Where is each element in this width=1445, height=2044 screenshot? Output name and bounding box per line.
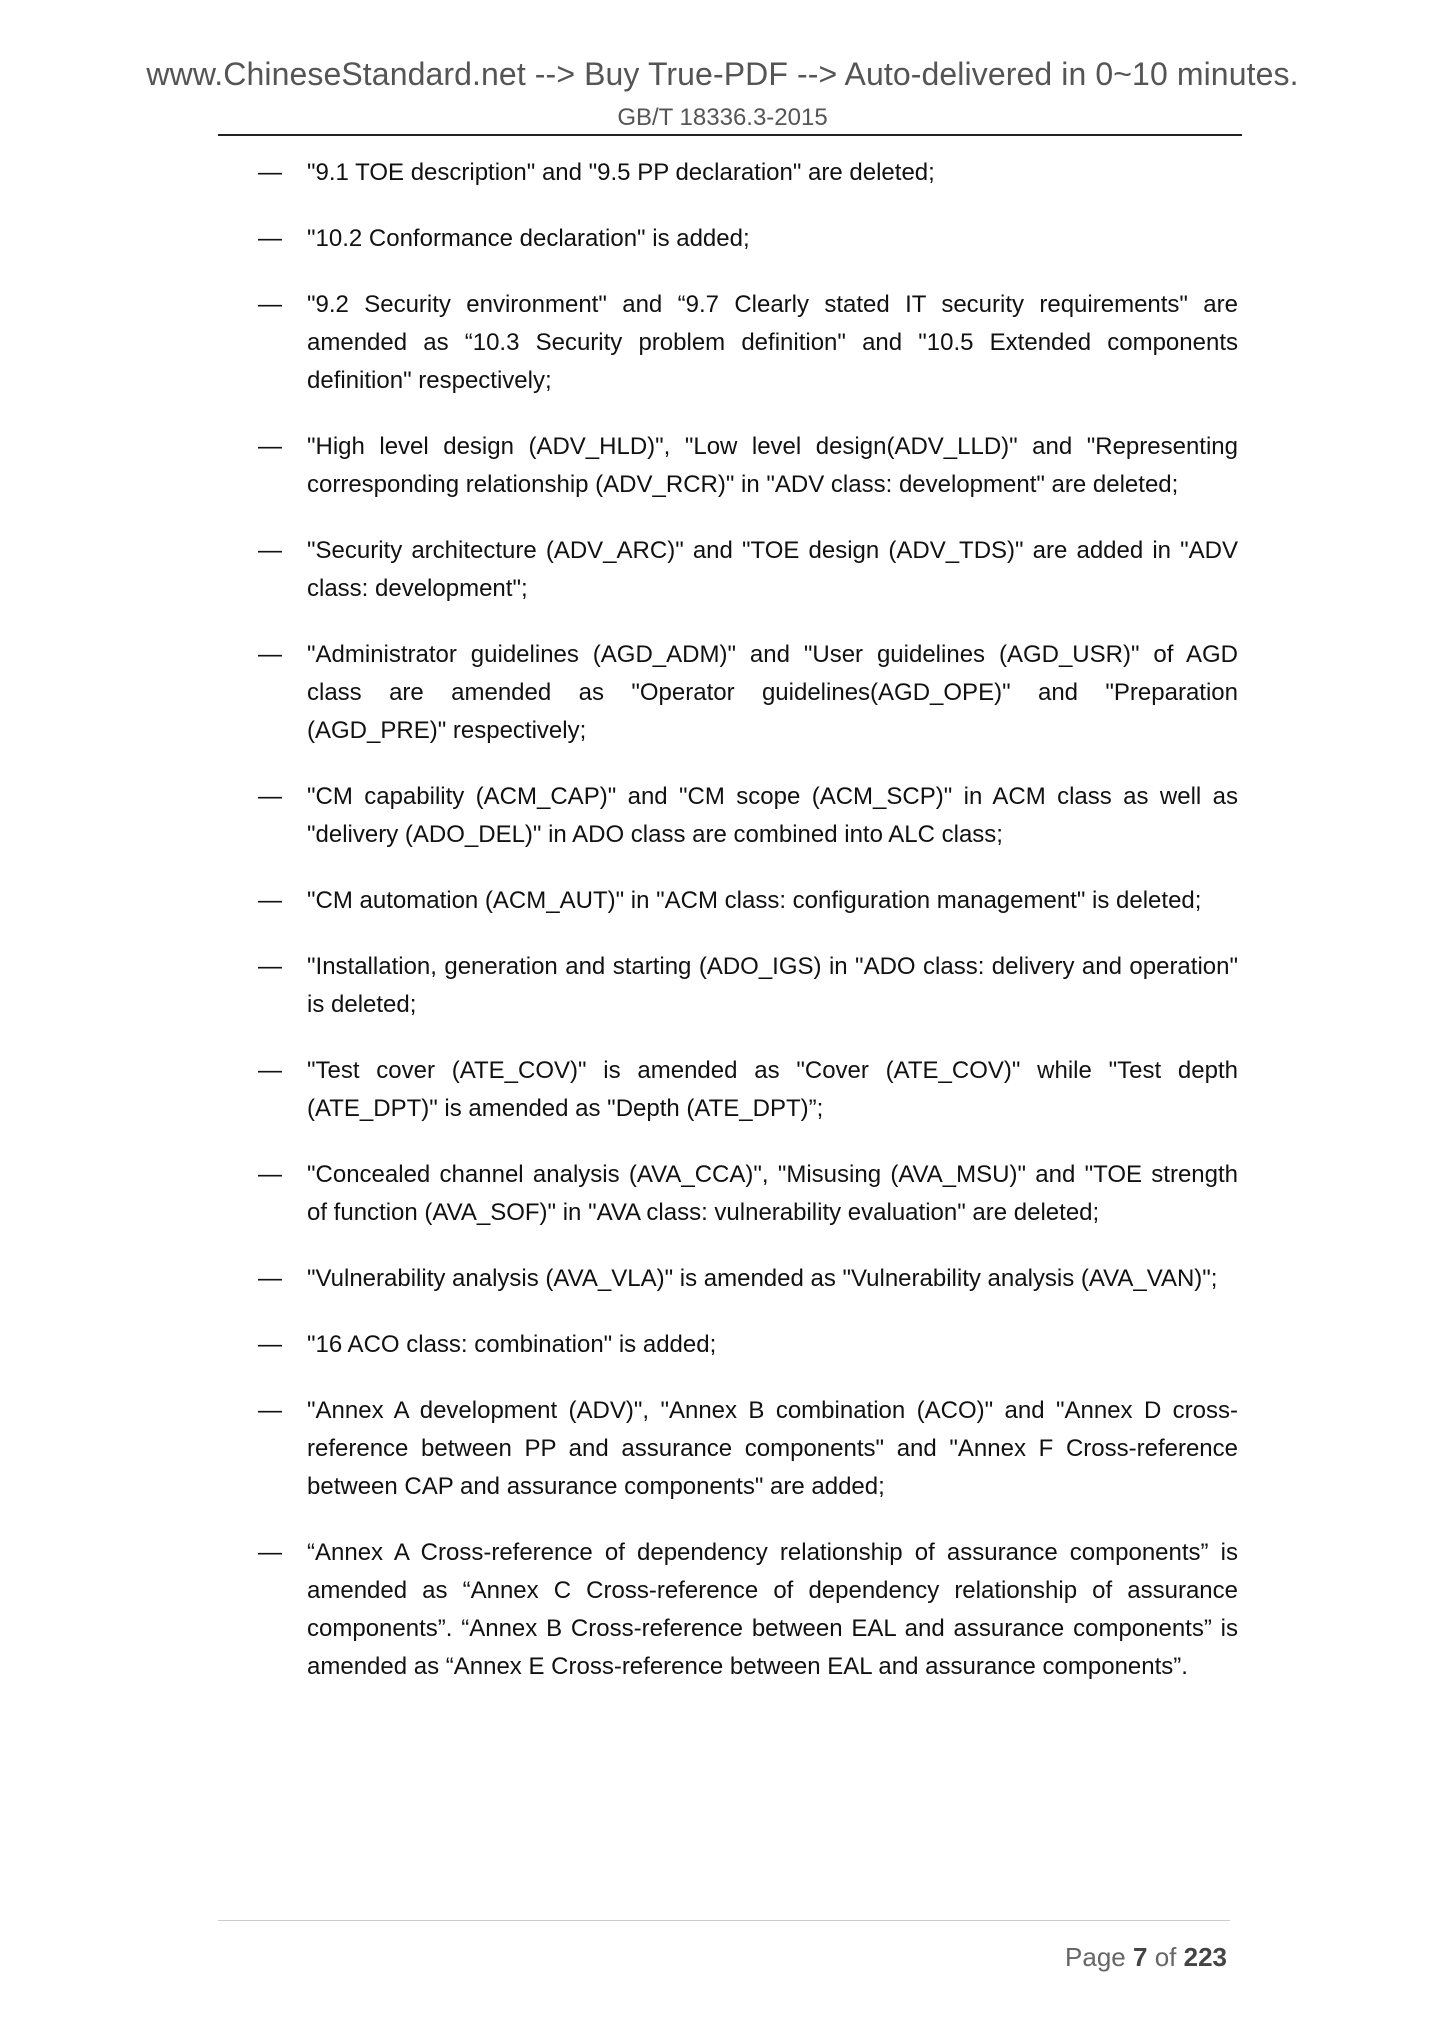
list-item: [258, 1156, 1238, 1232]
list-item-text: "Security architecture (ADV_ARC)" and "TOE design (ADV_TDS)" are added in "ADV class: development";: [307, 537, 1238, 602]
dash-bullet: —: [258, 1539, 282, 1566]
list-item-text: "9.2 Security environment" and “9.7 Clearly stated IT security requirements" are amended as “10.3 Security problem definition" and "10.5 Extended components definition" respectively;: [307, 291, 1238, 394]
dash-bullet: —: [258, 783, 282, 810]
list-item-text: "Test cover (ATE_COV)" is amended as "Cover (ATE_COV)" while "Test depth (ATE_DPT)" is amended as "Depth (ATE_DPT)”;: [307, 1057, 1238, 1122]
page-total: 223: [1183, 1942, 1227, 1972]
dash-bullet: —: [258, 1161, 282, 1188]
dash-bullet: —: [258, 1057, 282, 1084]
source-banner: www.ChineseStandard.net --> Buy True-PDF --> Auto-delivered in 0~10 minutes.: [146, 56, 1299, 92]
dash-bullet: —: [258, 225, 282, 252]
list-item: [258, 1326, 1238, 1364]
header-divider: [218, 134, 1242, 136]
list-item: [258, 154, 1238, 192]
page-number: [1065, 1942, 1227, 1973]
document-code: GB/T 18336.3-2015: [617, 104, 828, 131]
page-label: Page: [1065, 1942, 1126, 1972]
page-of: of: [1154, 1942, 1177, 1972]
page-current: 7: [1132, 1942, 1148, 1972]
list-item: [258, 1260, 1238, 1298]
dash-bullet: —: [258, 159, 282, 186]
dash-bullet: —: [258, 291, 282, 318]
list-item-text: "CM automation (ACM_AUT)" in "ACM class: configuration management" is deleted;: [307, 887, 1202, 914]
list-item-text: "Administrator guidelines (AGD_ADM)" and "User guidelines (AGD_USR)" of AGD class are amended as "Operator guidelines(AGD_OPE)" and "Preparation (AGD_PRE)" respectively;: [307, 641, 1238, 744]
dash-bullet: —: [258, 953, 282, 980]
list-item: [258, 220, 1238, 258]
dash-bullet: —: [258, 1397, 282, 1424]
list-item: [258, 532, 1238, 608]
dash-bullet: —: [258, 537, 282, 564]
list-item-text: "Installation, generation and starting (ADO_IGS) in "ADO class: delivery and operation" is deleted;: [307, 953, 1238, 1018]
dash-bullet: —: [258, 887, 282, 914]
dash-bullet: —: [258, 433, 282, 460]
change-list: [258, 154, 1238, 1714]
list-item-text: "9.1 TOE description" and "9.5 PP declaration" are deleted;: [307, 159, 935, 186]
list-item-text: "Vulnerability analysis (AVA_VLA)" is amended as "Vulnerability analysis (AVA_VAN)";: [307, 1265, 1218, 1292]
list-item-text: "Annex A development (ADV)", "Annex B combination (ACO)" and "Annex D cross-reference between PP and assurance components" and "Annex F Cross-reference between CAP and assurance components" are added;: [307, 1397, 1238, 1500]
list-item-text: "10.2 Conformance declaration" is added;: [307, 225, 750, 252]
footer-divider: [218, 1920, 1230, 1921]
list-item: [258, 1392, 1238, 1506]
list-item: [258, 428, 1238, 504]
list-item: [258, 778, 1238, 854]
list-item: [258, 636, 1238, 750]
dash-bullet: —: [258, 641, 282, 668]
list-item-text: "High level design (ADV_HLD)", "Low level design(ADV_LLD)" and "Representing corresponding relationship (ADV_RCR)" in "ADV class: development" are deleted;: [307, 433, 1238, 498]
dash-bullet: —: [258, 1331, 282, 1358]
list-item: [258, 948, 1238, 1024]
list-item-text: “Annex A Cross-reference of dependency relationship of assurance components” is amended as “Annex C Cross-reference of dependency relationship of assurance components”. “Annex B Cross-reference between EAL and assurance components” is amended as “Annex E Cross-reference between EAL and assurance components”.: [307, 1539, 1238, 1680]
list-item: [258, 1534, 1238, 1686]
list-item-text: "CM capability (ACM_CAP)" and "CM scope (ACM_SCP)" in ACM class as well as "delivery (ADO_DEL)" in ADO class are combined into ALC class;: [307, 783, 1238, 848]
dash-bullet: —: [258, 1265, 282, 1292]
list-item: [258, 1052, 1238, 1128]
list-item-text: "16 ACO class: combination" is added;: [307, 1331, 717, 1358]
list-item-text: "Concealed channel analysis (AVA_CCA)", "Misusing (AVA_MSU)" and "TOE strength of function (AVA_SOF)" in "AVA class: vulnerability evaluation" are deleted;: [307, 1161, 1238, 1226]
list-item: [258, 286, 1238, 400]
list-item: [258, 882, 1238, 920]
